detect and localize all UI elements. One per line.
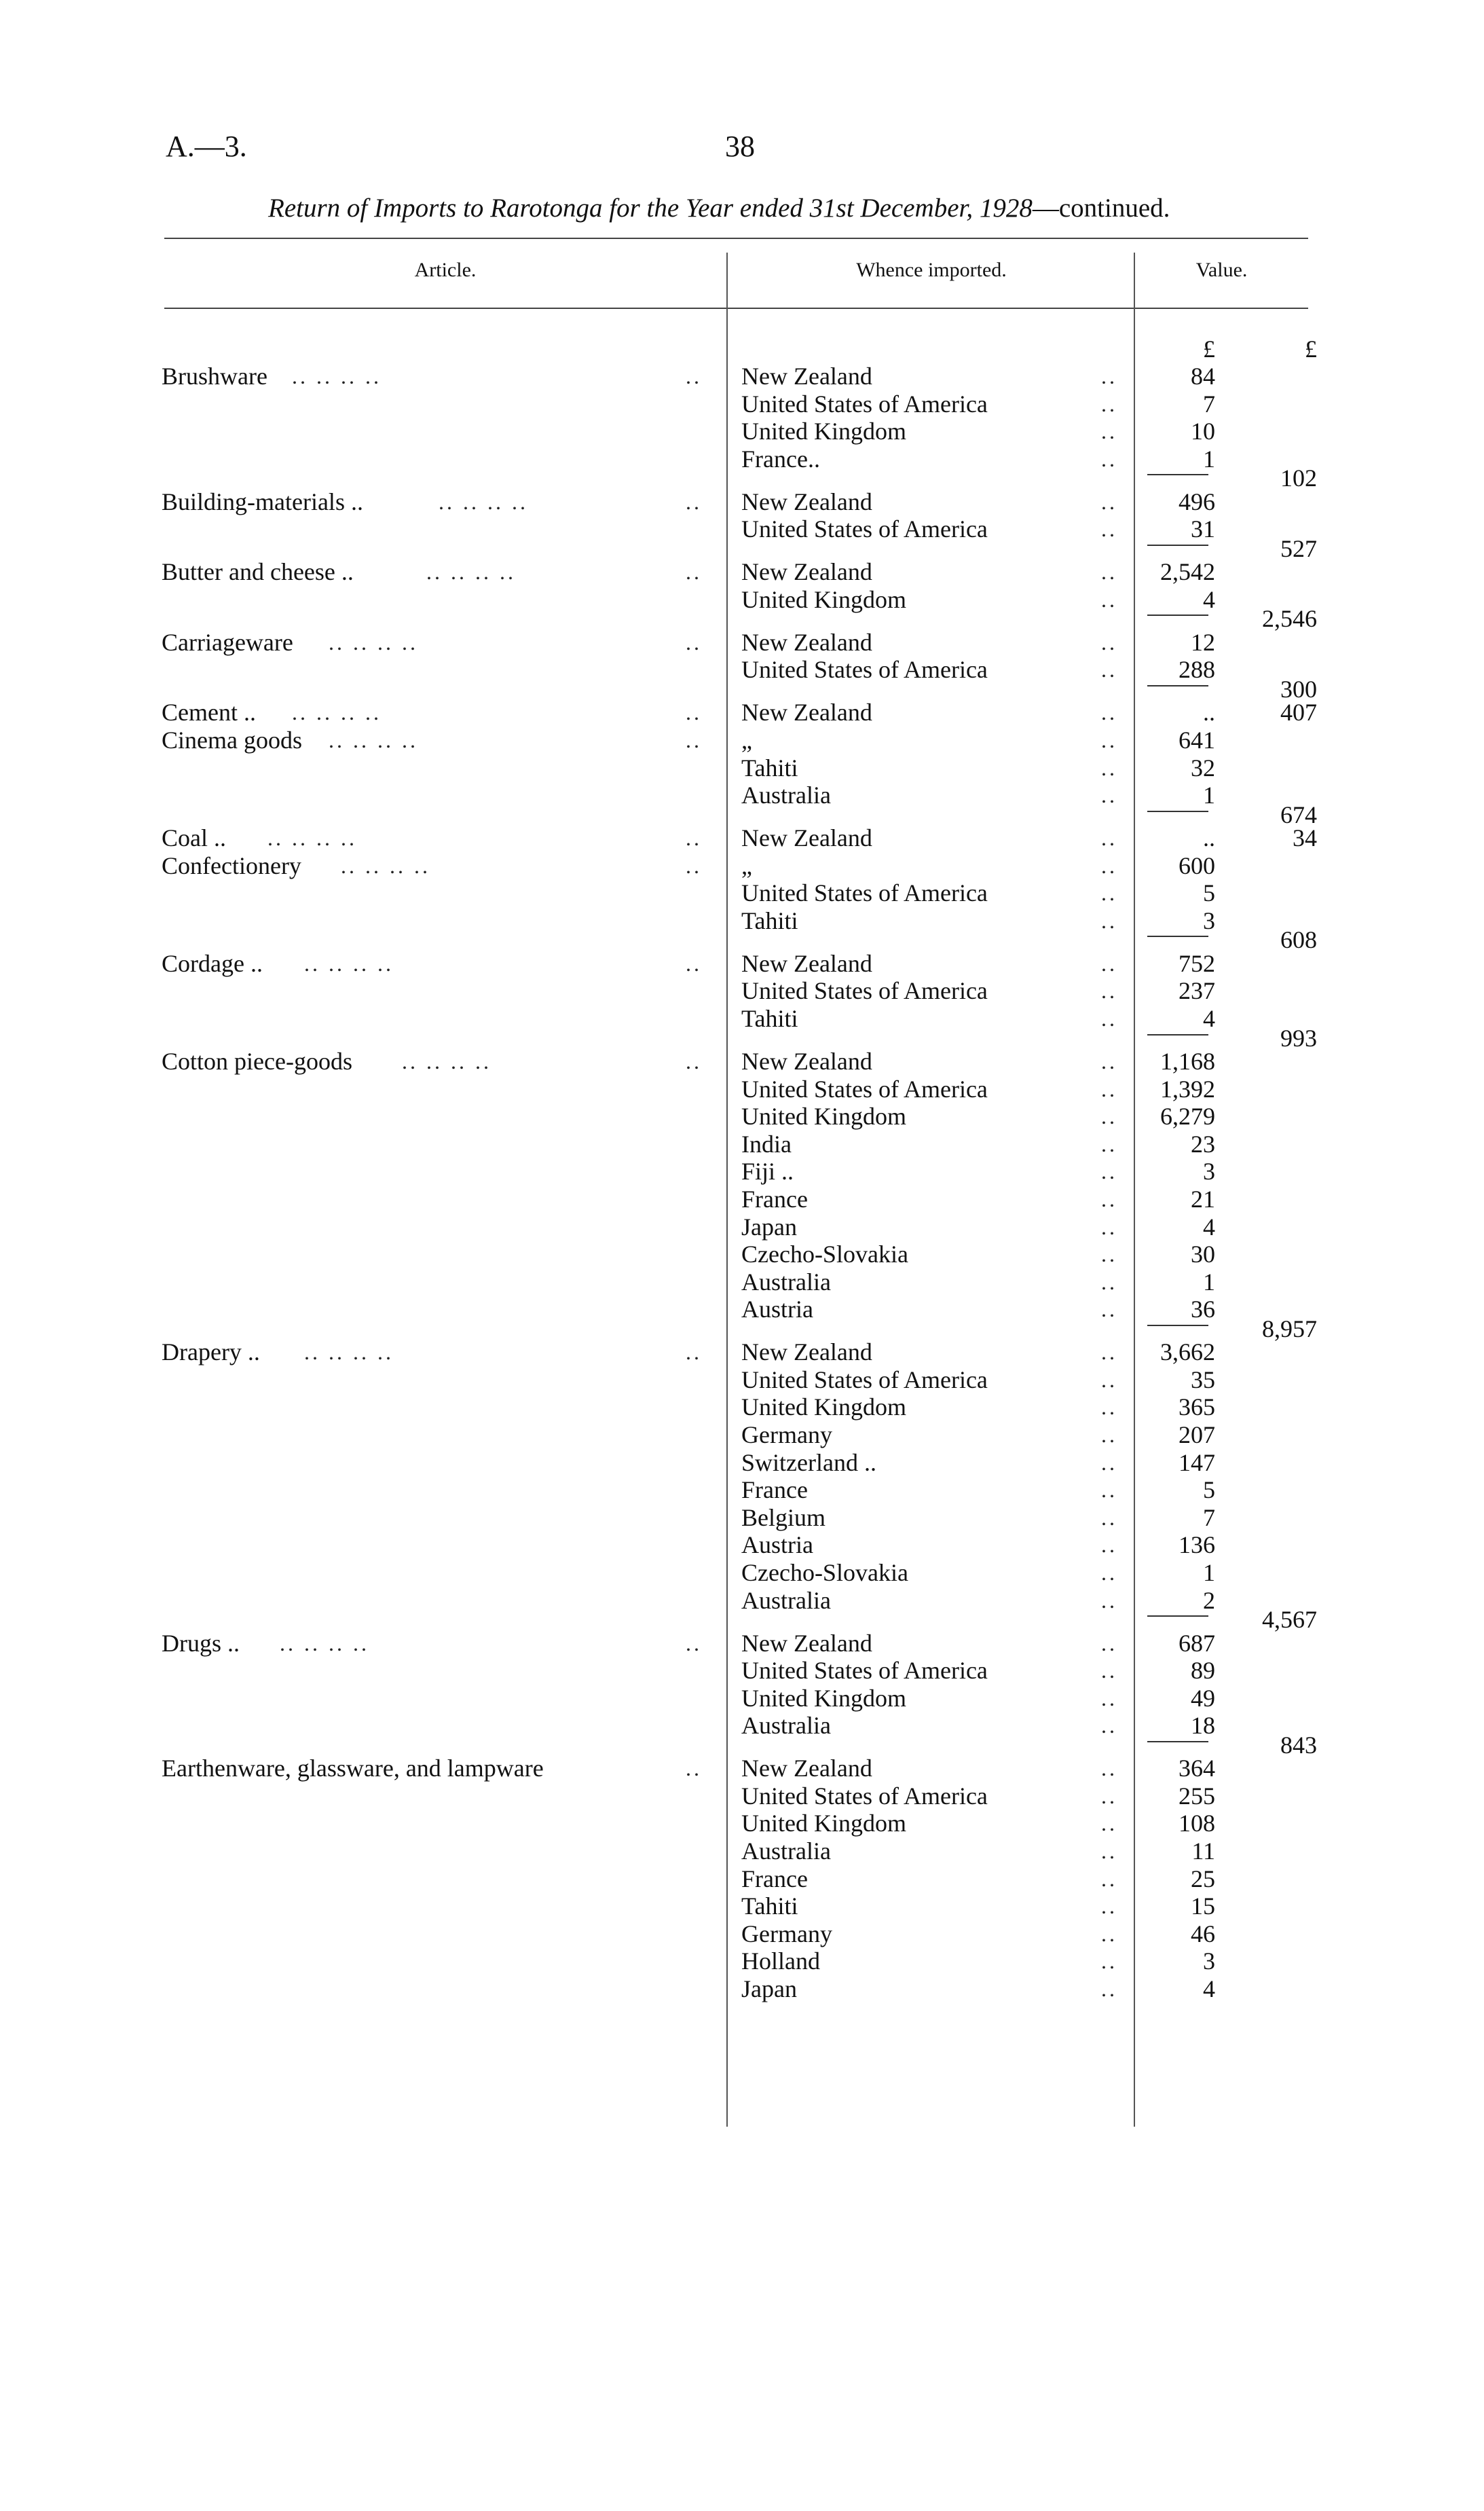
column-divider-1 [726, 253, 728, 2127]
source-country: Australia [741, 1268, 831, 1296]
leader-dots: .. [1101, 1297, 1117, 1321]
source-country: „ [741, 852, 752, 879]
source-country: New Zealand [741, 950, 872, 977]
source-country: New Zealand [741, 558, 872, 585]
page-number: 38 [725, 130, 755, 163]
source-country: France [741, 1186, 808, 1213]
source-country: New Zealand [741, 363, 872, 390]
leader-dots: .. [686, 826, 702, 850]
source-country: United States of America [741, 879, 988, 906]
item-value: 1 [1203, 782, 1215, 809]
source-country: France [741, 1865, 808, 1892]
source-country: New Zealand [741, 1630, 872, 1657]
leader-dots: .. [686, 951, 702, 976]
source-country: New Zealand [741, 488, 872, 515]
leader-dots: .. [686, 560, 702, 584]
item-value: 5 [1203, 879, 1215, 906]
item-value: 35 [1191, 1366, 1215, 1393]
leader-dots: .. [1101, 1949, 1117, 1973]
leader-dots: .. [686, 1340, 702, 1364]
item-value: 1 [1203, 1559, 1215, 1586]
source-country: Fiji .. [741, 1158, 794, 1185]
leader-dots: .. [1101, 728, 1117, 752]
leader-dots: .. [1101, 1450, 1117, 1475]
item-value: 4 [1203, 1005, 1215, 1032]
table-top-rule [164, 238, 1308, 239]
leader-dots: .. [1101, 1784, 1117, 1808]
leader-dots: .. .. .. .. [341, 854, 430, 878]
leader-dots: .. [1101, 517, 1117, 541]
leader-dots: .. [1101, 1894, 1117, 1918]
article-name: Cotton piece-goods [162, 1048, 352, 1075]
leader-dots: .. [1101, 1242, 1117, 1266]
leader-dots: .. [1101, 1368, 1117, 1392]
article-name: Coal .. [162, 824, 226, 851]
leader-dots: .. .. .. .. [329, 630, 418, 655]
title-continued: —continued. [1032, 194, 1170, 223]
leader-dots: .. [1101, 1505, 1117, 1530]
source-country: Japan [741, 1213, 797, 1241]
source-country: New Zealand [741, 824, 872, 851]
leader-dots: .. [1101, 1658, 1117, 1683]
item-value: 84 [1191, 363, 1215, 390]
item-value: 4 [1203, 586, 1215, 613]
item-value: 23 [1191, 1131, 1215, 1158]
source-country: United States of America [741, 515, 988, 543]
source-country: United Kingdom [741, 1393, 906, 1421]
article-name: Brushware [162, 363, 267, 390]
item-value: 687 [1179, 1630, 1215, 1657]
leader-dots: .. [686, 1756, 702, 1780]
item-value: 46 [1191, 1920, 1215, 1947]
item-value: 12 [1191, 629, 1215, 656]
source-country: Tahiti [741, 1892, 798, 1920]
source-country: New Zealand [741, 1048, 872, 1075]
source-country: Holland [741, 1947, 820, 1975]
source-country: United States of America [741, 656, 988, 683]
leader-dots: .. [1101, 419, 1117, 443]
leader-dots: .. [1101, 1423, 1117, 1447]
article-name: Cement .. [162, 699, 256, 726]
item-value: 36 [1191, 1296, 1215, 1323]
source-country: United Kingdom [741, 1685, 906, 1712]
leader-dots: .. [1101, 447, 1117, 471]
item-value: 207 [1179, 1421, 1215, 1448]
column-divider-2 [1134, 253, 1135, 2127]
article-name: Butter and cheese .. [162, 558, 354, 585]
leader-dots: .. [1101, 657, 1117, 682]
item-value: 1 [1203, 1268, 1215, 1296]
leader-dots: .. [1101, 1006, 1117, 1031]
group-total: 4,567 [1262, 1606, 1317, 1633]
source-country: Czecho-Slovakia [741, 1559, 908, 1586]
subtotal-rule [1147, 811, 1208, 812]
group-total: 674 [1280, 801, 1317, 828]
column-header-whence: Whence imported. [856, 259, 1007, 281]
document-reference: A.—3. [166, 130, 247, 163]
source-country: Austria [741, 1296, 813, 1323]
column-header-article: Article. [414, 259, 477, 281]
leader-dots: .. [1101, 1215, 1117, 1239]
item-value: 365 [1179, 1393, 1215, 1421]
leader-dots: .. [1101, 1159, 1117, 1184]
leader-dots: .. [686, 728, 702, 752]
item-value: 11 [1191, 1837, 1215, 1865]
leader-dots: .. [1101, 1756, 1117, 1780]
item-value: 30 [1191, 1241, 1215, 1268]
source-country: United Kingdom [741, 586, 906, 613]
source-country: United Kingdom [741, 1103, 906, 1130]
leader-dots: .. [1101, 1187, 1117, 1211]
item-value: 3,662 [1160, 1338, 1215, 1366]
item-value: 31 [1191, 515, 1215, 543]
article-name: Drugs .. [162, 1630, 240, 1657]
leader-dots: .. [1101, 1977, 1117, 2001]
source-country: New Zealand [741, 629, 872, 656]
item-value: 3 [1203, 1158, 1215, 1185]
subtotal-rule [1147, 936, 1208, 937]
source-country: Australia [741, 1837, 831, 1865]
subtotal-rule [1147, 615, 1208, 616]
leader-dots: .. [686, 854, 702, 878]
item-value: 3 [1203, 1947, 1215, 1975]
article-name: Drapery .. [162, 1338, 260, 1366]
source-country: France.. [741, 445, 820, 473]
leader-dots: .. [1101, 1104, 1117, 1129]
leader-dots: .. .. .. .. [292, 700, 382, 725]
source-country: Germany [741, 1421, 832, 1448]
item-value: 49 [1191, 1685, 1215, 1712]
leader-dots: .. .. .. .. [402, 1049, 491, 1074]
article-name: Carriageware [162, 629, 293, 656]
group-total: 527 [1280, 535, 1317, 562]
group-total: 300 [1280, 676, 1317, 703]
group-total: 102 [1280, 464, 1317, 492]
item-value: 32 [1191, 754, 1215, 782]
item-value: 1,392 [1160, 1076, 1215, 1103]
item-value: 7 [1203, 1504, 1215, 1531]
item-value: 2 [1203, 1587, 1215, 1614]
header-bottom-rule [164, 308, 1308, 309]
item-value: 15 [1191, 1892, 1215, 1920]
subtotal-rule [1147, 1741, 1208, 1742]
item-value: .. [1203, 699, 1215, 726]
leader-dots: .. [686, 700, 702, 725]
source-country: Germany [741, 1920, 832, 1947]
leader-dots: .. [1101, 909, 1117, 933]
item-value: 496 [1179, 488, 1215, 515]
leader-dots: .. [1101, 1560, 1117, 1585]
source-country: Australia [741, 1712, 831, 1739]
source-country: „ [741, 727, 752, 754]
source-country: Belgium [741, 1504, 826, 1531]
leader-dots: .. [1101, 1395, 1117, 1419]
subtotal-rule [1147, 685, 1208, 686]
leader-dots: .. .. .. .. [292, 364, 382, 388]
item-value: 1 [1203, 445, 1215, 473]
leader-dots: .. [1101, 1132, 1117, 1156]
leader-dots: .. [1101, 1839, 1117, 1863]
item-value: 89 [1191, 1657, 1215, 1684]
leader-dots: .. [1101, 1922, 1117, 1946]
leader-dots: .. [1101, 1631, 1117, 1655]
leader-dots: .. [1101, 560, 1117, 584]
group-total: 2,546 [1262, 605, 1317, 632]
source-country: United Kingdom [741, 418, 906, 445]
leader-dots: .. [686, 1631, 702, 1655]
currency-symbol-totals: £ [1305, 335, 1317, 363]
source-country: United States of America [741, 1076, 988, 1103]
leader-dots: .. [1101, 630, 1117, 655]
source-country: Tahiti [741, 1005, 798, 1032]
subtotal-rule [1147, 545, 1208, 546]
leader-dots: .. [1101, 587, 1117, 612]
source-country: New Zealand [741, 1338, 872, 1366]
leader-dots: .. [1101, 1049, 1117, 1074]
source-country: India [741, 1131, 792, 1158]
leader-dots: .. [1101, 881, 1117, 905]
item-value: 136 [1179, 1531, 1215, 1558]
subtotal-rule [1147, 474, 1208, 475]
group-total: 608 [1280, 926, 1317, 953]
leader-dots: .. [1101, 490, 1117, 514]
title-italic: Return of Imports to Rarotonga for the Year ended 31st December, 1928 [268, 194, 1033, 223]
source-country: Switzerland .. [741, 1449, 876, 1476]
leader-dots: .. [1101, 1270, 1117, 1294]
item-value: 147 [1179, 1449, 1215, 1476]
article-name: Confectionery [162, 852, 301, 879]
item-value: 18 [1191, 1712, 1215, 1739]
leader-dots: .. .. .. .. [329, 728, 418, 752]
item-value: 237 [1179, 977, 1215, 1004]
leader-dots: .. [1101, 1478, 1117, 1502]
item-value: 288 [1179, 656, 1215, 683]
source-country: Japan [741, 1975, 797, 2002]
item-value: 108 [1179, 1810, 1215, 1837]
item-value: 1,168 [1160, 1048, 1215, 1075]
leader-dots: .. .. .. .. [304, 1340, 394, 1364]
leader-dots: .. [1101, 1588, 1117, 1613]
source-country: Austria [741, 1531, 813, 1558]
group-total: 407 [1280, 699, 1317, 726]
source-country: France [741, 1476, 808, 1503]
leader-dots: .. [1101, 826, 1117, 850]
item-value: 4 [1203, 1975, 1215, 2002]
page-title [268, 193, 1170, 223]
leader-dots: .. [1101, 1686, 1117, 1710]
leader-dots: .. [1101, 1811, 1117, 1835]
leader-dots: .. [1101, 1533, 1117, 1557]
item-value: 4 [1203, 1213, 1215, 1241]
leader-dots: .. [1101, 978, 1117, 1003]
item-value: 600 [1179, 852, 1215, 879]
item-value: 255 [1179, 1782, 1215, 1810]
item-value: 364 [1179, 1755, 1215, 1782]
subtotal-rule [1147, 1615, 1208, 1617]
leader-dots: .. .. .. .. [439, 490, 528, 514]
currency-symbol-items: £ [1203, 335, 1215, 363]
subtotal-rule [1147, 1034, 1208, 1035]
source-country: Australia [741, 1587, 831, 1614]
leader-dots: .. [686, 364, 702, 388]
item-value: 21 [1191, 1186, 1215, 1213]
source-country: United States of America [741, 977, 988, 1004]
item-value: 25 [1191, 1865, 1215, 1892]
article-name: Cordage .. [162, 950, 263, 977]
leader-dots: .. .. .. .. [426, 560, 516, 584]
item-value: 10 [1191, 418, 1215, 445]
item-value: 2,542 [1160, 558, 1215, 585]
source-country: Australia [741, 782, 831, 809]
group-total: 8,957 [1262, 1315, 1317, 1342]
item-value: 7 [1203, 390, 1215, 418]
leader-dots: .. [1101, 854, 1117, 878]
leader-dots: .. [1101, 1867, 1117, 1891]
group-total: 993 [1280, 1025, 1317, 1052]
source-country: United States of America [741, 1366, 988, 1393]
leader-dots: .. [1101, 392, 1117, 416]
column-header-value: Value. [1195, 259, 1248, 281]
source-country: Tahiti [741, 907, 798, 934]
article-name: Earthenware, glassware, and lampware [162, 1755, 544, 1782]
leader-dots: .. [1101, 700, 1117, 725]
leader-dots: .. [1101, 783, 1117, 807]
leader-dots: .. .. .. .. [280, 1631, 369, 1655]
leader-dots: .. [1101, 364, 1117, 388]
item-value: 3 [1203, 907, 1215, 934]
source-country: Czecho-Slovakia [741, 1241, 908, 1268]
source-country: New Zealand [741, 699, 872, 726]
leader-dots: .. [686, 1049, 702, 1074]
leader-dots: .. [686, 630, 702, 655]
source-country: United Kingdom [741, 1810, 906, 1837]
leader-dots: .. [1101, 756, 1117, 780]
item-value: .. [1203, 824, 1215, 851]
leader-dots: .. [1101, 1340, 1117, 1364]
leader-dots: .. [686, 490, 702, 514]
item-value: 752 [1179, 950, 1215, 977]
source-country: United States of America [741, 390, 988, 418]
subtotal-rule [1147, 1325, 1208, 1326]
source-country: Tahiti [741, 754, 798, 782]
source-country: United States of America [741, 1657, 988, 1684]
group-total: 843 [1280, 1731, 1317, 1759]
leader-dots: .. [1101, 1077, 1117, 1101]
article-name: Building-materials .. [162, 488, 363, 515]
group-total: 34 [1293, 824, 1317, 851]
source-country: New Zealand [741, 1755, 872, 1782]
item-value: 641 [1179, 727, 1215, 754]
leader-dots: .. .. .. .. [267, 826, 357, 850]
leader-dots: .. .. .. .. [304, 951, 394, 976]
article-name: Cinema goods [162, 727, 302, 754]
leader-dots: .. [1101, 951, 1117, 976]
leader-dots: .. [1101, 1713, 1117, 1738]
item-value: 6,279 [1160, 1103, 1215, 1130]
source-country: United States of America [741, 1782, 988, 1810]
item-value: 5 [1203, 1476, 1215, 1503]
